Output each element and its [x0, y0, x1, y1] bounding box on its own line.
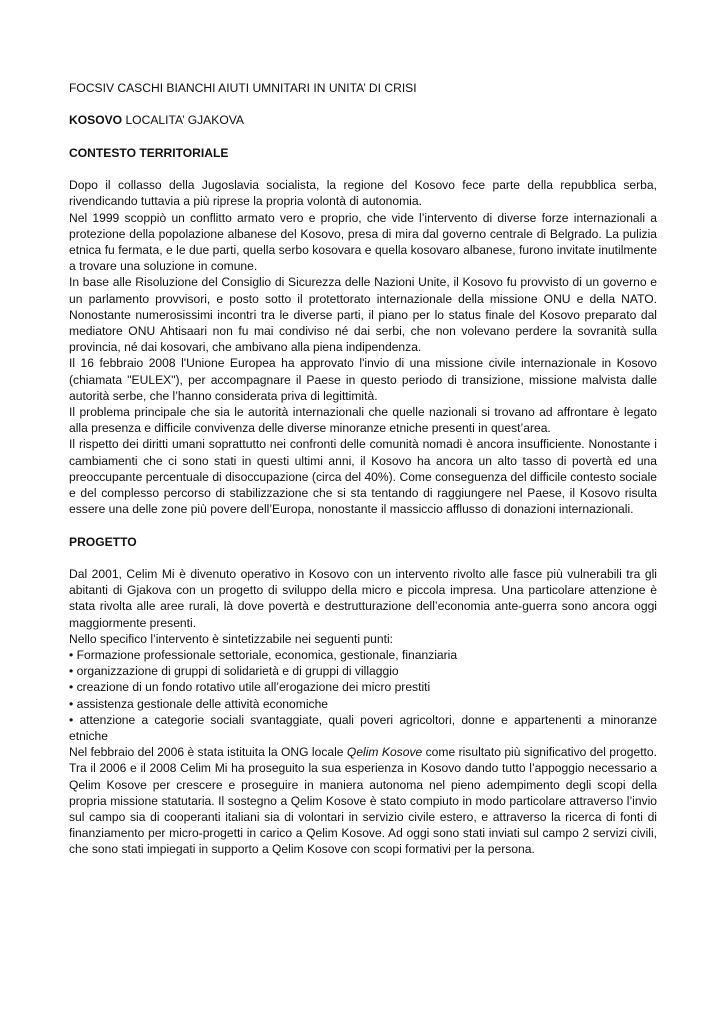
- text-run: come risultato più significativo del progetto. Tra il 2006 e il 2008 Celim Mi ha proseguito la sua esperienza in Kosovo dando tutto l’appoggio necessario a Qelim Kosove per crescere e proseguire in maniera autonoma nel pieno adempimento degli scopi della propria missione statutaria. Il sostegno a Qelim Kosove è stato compiuto in modo particolare attraverso l’invio sul campo sia di cooperanti italiani sia di volontari in servizio civile estero, e attraverso la ricerca di fonti di finanziamento per micro-progetti in carico a Qelim Kosove. Ad oggi sono stati inviati sul campo 2 servizi civili, che sono stati impiegati in supporto a Qelim Kosove con scopi formativi per la persona.: [69, 745, 658, 857]
- document-page: [69, 80, 657, 858]
- section-heading-contesto: CONTESTO TERRITORIALE: [69, 145, 229, 160]
- paragraph: Il 16 febbraio 2008 l'Unione Europea ha approvato l'invio di una missione civile internazionale in Kosovo (chiamata "EULEX"), per accompagnare il Paese in questo periodo di transizione, missione malvista dalle autorità serbe, che l’hanno considerata priva di legittimità.: [69, 356, 657, 403]
- text-run: Nel febbraio del 2006 è stata istituita la ONG locale: [69, 745, 347, 760]
- paragraph: [69, 744, 657, 857]
- locality-name: LOCALITA’ GJAKOVA: [122, 113, 244, 128]
- bullet-item: • organizzazione di gruppi di solidarietà e di gruppi di villaggio: [69, 664, 399, 679]
- paragraph: Il rispetto dei diritti umani soprattutto nei confronti delle comunità nomadi è ancora insufficiente. Nonostante i cambiamenti che ci sono stati in questi ultimi anni, il Kosovo ha ancora un alto tasso di povertà ed una preoccupante percentuale di disoccupazione (circa del 40%). Come conseguenza del difficile contesto sociale e del complesso percorso di stabilizzazione che si sta tentando di raggiungere nel Paese, il Kosovo risulta essere una delle zone più povere dell’Europa, nonostante il massiccio afflusso di donazioni internazionali.: [69, 437, 657, 517]
- bullet-item: • assistenza gestionale delle attività economiche: [69, 696, 329, 711]
- points-intro: Nello specifico l’intervento è sintetizzabile nei seguenti punti:: [69, 631, 394, 646]
- bullet-item: • attenzione a categorie sociali svantaggiate, quali poveri agricoltori, donne e appartenenti a minoranze etniche: [69, 712, 657, 744]
- paragraph: Dal 2001, Celim Mi è divenuto operativo in Kosovo con un intervento rivolto alle fasce più vulnerabili tra gli abitanti di Gjakova con un progetto di sviluppo della micro e piccola impresa. Una particolare attenzione è stata rivolta alle aree rurali, là dove povertà e destrutturazione dell’economia ante-guerra sono ancora oggi maggiormente presenti.: [69, 567, 657, 630]
- ngo-name: Qelim Kosove: [346, 745, 423, 760]
- country-name: KOSOVO: [69, 113, 123, 128]
- paragraph: Nel 1999 scoppiò un conflitto armato vero e proprio, che vide l’intervento di diverse forze internazionali a protezione della popolazione albanese del Kosovo, presa di mira dal governo centrale di Belgrado. La pulizia etnica fu fermata, e le due parti, quella serbo kosovara e quella kosovaro albanese, furono invitate inutilmente a trovare una soluzione in comune.: [69, 210, 657, 274]
- location-line: [69, 112, 657, 128]
- bullet-item: • creazione di un fondo rotativo utile all’erogazione dei micro prestiti: [69, 680, 431, 695]
- section-heading-progetto: PROGETTO: [69, 534, 137, 549]
- document-title: FOCSIV CASCHI BIANCHI AIUTI UMNITARI IN UNITA’ DI CRISI: [69, 81, 417, 95]
- bullet-item: • Formazione professionale settoriale, economica, gestionale, finanziaria: [69, 648, 458, 663]
- paragraph: Dopo il collasso della Jugoslavia socialista, la regione del Kosovo fece parte della repubblica serba, rivendicando tuttavia a più riprese la propria volontà di autonomia.: [69, 178, 657, 209]
- paragraph: Il problema principale che sia le autorità internazionali che quelle nazionali si trovano ad affrontare è legato alla presenza e difficile convivenza delle diverse minoranze etniche presenti in quest’area.: [69, 405, 657, 436]
- paragraph: In base alle Risoluzione del Consiglio di Sicurezza delle Nazioni Unite, il Kosovo fu provvisto di un governo e un parlamento provvisori, e posto sotto il protettorato internazionale della missione ONU e della NATO. Nonostante numerosissimi incontri tra le diverse parti, il piano per lo status finale del Kosovo preparato dal mediatore ONU Ahtisaari non fu mai condiviso né dai serbi, che non volevano perdere la sovranità sulla provincia, né dai kosovari, che ambivano alla piena indipendenza.: [69, 275, 657, 355]
